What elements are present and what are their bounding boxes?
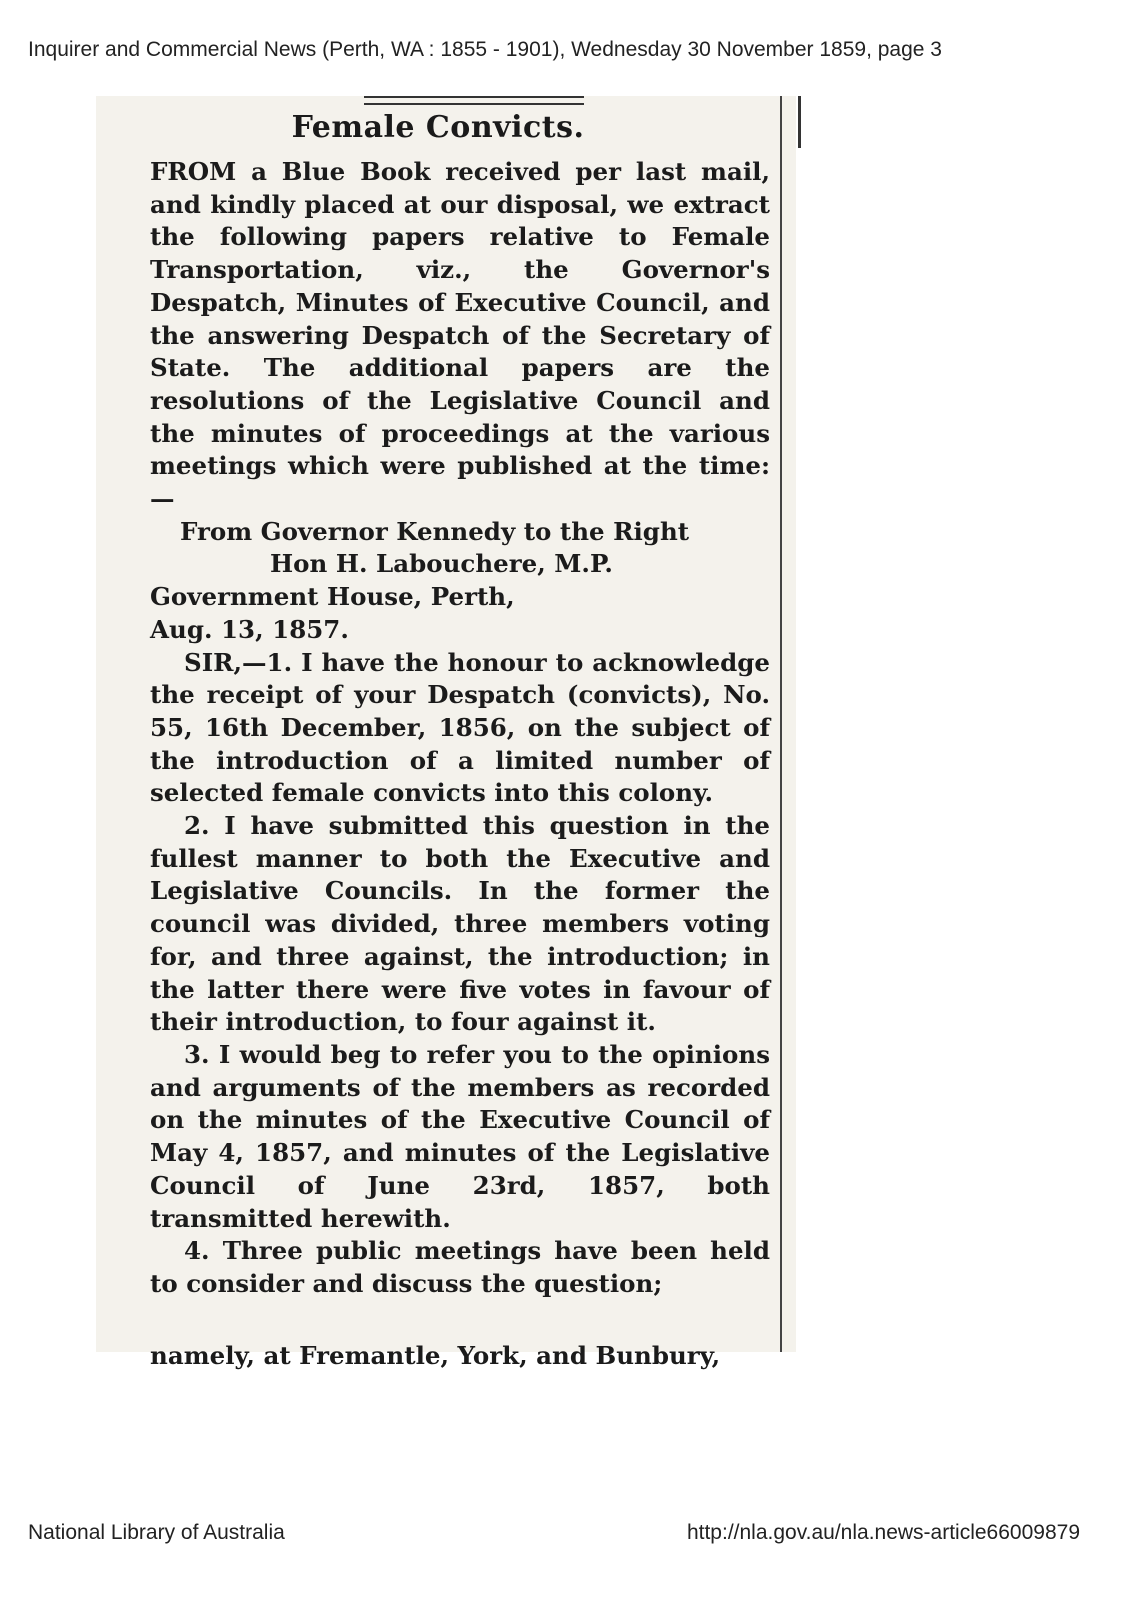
column-rule xyxy=(780,96,782,1352)
article-body xyxy=(150,156,770,1301)
article-url[interactable]: http://nla.gov.au/nla.news-article66009879 xyxy=(686,1521,1080,1544)
paragraph-4: 4. Three public meetings have been held to consider and discuss the question; xyxy=(150,1236,770,1298)
article-headline: Female Convicts. xyxy=(291,110,585,145)
headline-rule xyxy=(364,96,584,105)
paragraph-1: SIR,—1. I have the honour to acknowledge the receipt of your Despatch (convicts), No. 55, 16th December, 1856, on the subject of the introduction of a limited number of selected female convicts into this colony. xyxy=(150,647,770,808)
newspaper-clipping xyxy=(96,96,796,1370)
despatch-from: From Governor Kennedy to the Right xyxy=(180,516,690,546)
citation-header: Inquirer and Commercial News (Perth, WA : 1855 - 1901), Wednesday 30 November 1859, page 3 xyxy=(28,38,942,61)
truncated-line: namely, at Fremantle, York, and Bunbury, xyxy=(150,1341,721,1370)
paragraph-2: 2. I have submitted this question in the fullest manner to both the Executive and Legislative Councils. In the former the council was divided, three members voting for, and three against, the introduction; in the latter there were five votes in favour of their introduction, to four against it. xyxy=(150,811,770,1037)
despatch-location: Government House, Perth, xyxy=(150,582,515,612)
library-credit: National Library of Australia xyxy=(28,1521,285,1544)
despatch-to: Hon H. Labouchere, M.P. xyxy=(270,549,613,579)
column-rule-top xyxy=(798,96,801,148)
paragraph-3: 3. I would beg to refer you to the opinions and arguments of the members as recorded on the minutes of the Executive Council of May 4, 1857, and minutes of the Legislative Council of June 23rd, 1857, both transmitted herewith. xyxy=(150,1039,770,1233)
intro-paragraph: FROM a Blue Book received per last mail, and kindly placed at our disposal, we extract the following papers relative to Female Transportation, viz., the Governor's Despatch, Minutes of Executive Council, and the answering Despatch of the Secretary of State. The additional papers are the resolutions of the Legislative Council and the minutes of proceedings at the various meetings which were published at the time: — xyxy=(150,157,770,514)
despatch-date: Aug. 13, 1857. xyxy=(150,614,349,644)
